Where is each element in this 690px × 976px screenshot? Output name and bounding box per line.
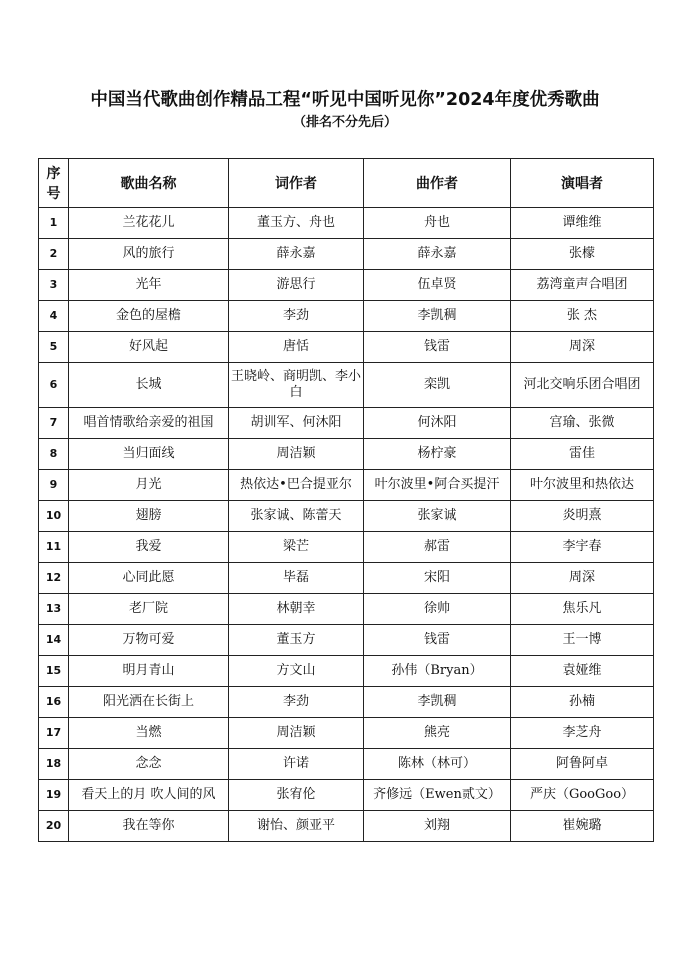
row-number: 13	[39, 594, 69, 625]
song-title: 阳光洒在长街上	[69, 687, 229, 718]
table-row	[39, 332, 654, 363]
performer: 王一博	[511, 625, 654, 656]
performer: 阿鲁阿卓	[511, 749, 654, 780]
performer: 袁娅维	[511, 656, 654, 687]
song-title: 老厂院	[69, 594, 229, 625]
composer: 伍卓贤	[364, 270, 511, 301]
lyricist: 梁芒	[229, 532, 364, 563]
lyricist: 许诺	[229, 749, 364, 780]
performer: 荔湾童声合唱团	[511, 270, 654, 301]
performer: 宫瑜、张微	[511, 408, 654, 439]
composer: 薛永嘉	[364, 239, 511, 270]
composer: 徐帅	[364, 594, 511, 625]
row-number: 15	[39, 656, 69, 687]
performer: 炎明熹	[511, 501, 654, 532]
table-row	[39, 625, 654, 656]
song-table	[38, 158, 654, 842]
performer: 谭维维	[511, 208, 654, 239]
header-composer: 曲作者	[364, 159, 511, 208]
table-row	[39, 439, 654, 470]
table-row	[39, 811, 654, 842]
table-row	[39, 532, 654, 563]
row-number: 16	[39, 687, 69, 718]
row-number: 3	[39, 270, 69, 301]
song-title: 我爱	[69, 532, 229, 563]
lyricist: 董玉方、舟也	[229, 208, 364, 239]
performer: 李芝舟	[511, 718, 654, 749]
lyricist: 王晓岭、商明凯、李小白	[229, 363, 364, 408]
row-number: 14	[39, 625, 69, 656]
row-number: 8	[39, 439, 69, 470]
header-lyricist: 词作者	[229, 159, 364, 208]
composer: 钱雷	[364, 625, 511, 656]
row-number: 9	[39, 470, 69, 501]
table-row	[39, 270, 654, 301]
table-row	[39, 301, 654, 332]
performer: 雷佳	[511, 439, 654, 470]
song-title: 念念	[69, 749, 229, 780]
row-number: 7	[39, 408, 69, 439]
table-row	[39, 718, 654, 749]
song-title: 万物可爱	[69, 625, 229, 656]
song-title: 心同此愿	[69, 563, 229, 594]
lyricist: 谢怡、颜亚平	[229, 811, 364, 842]
performer: 孙楠	[511, 687, 654, 718]
composer: 熊亮	[364, 718, 511, 749]
row-number: 17	[39, 718, 69, 749]
header-number: 序号	[39, 159, 69, 208]
performer: 张檬	[511, 239, 654, 270]
song-title: 兰花花儿	[69, 208, 229, 239]
table-row	[39, 780, 654, 811]
lyricist: 李劲	[229, 687, 364, 718]
composer: 叶尔波里•阿合买提汗	[364, 470, 511, 501]
song-title: 光年	[69, 270, 229, 301]
song-title: 好风起	[69, 332, 229, 363]
table-row	[39, 594, 654, 625]
table-row	[39, 749, 654, 780]
row-number: 11	[39, 532, 69, 563]
row-number: 10	[39, 501, 69, 532]
row-number: 20	[39, 811, 69, 842]
document-subtitle: （排名不分先后）	[292, 115, 397, 130]
row-number: 18	[39, 749, 69, 780]
composer: 李凯稠	[364, 687, 511, 718]
lyricist: 唐恬	[229, 332, 364, 363]
song-title: 明月青山	[69, 656, 229, 687]
song-title: 月光	[69, 470, 229, 501]
composer: 舟也	[364, 208, 511, 239]
performer: 叶尔波里和热依达	[511, 470, 654, 501]
lyricist: 热依达•巴合提亚尔	[229, 470, 364, 501]
composer: 宋阳	[364, 563, 511, 594]
row-number: 6	[39, 363, 69, 408]
composer: 杨柠豪	[364, 439, 511, 470]
row-number: 19	[39, 780, 69, 811]
table-header-row	[39, 159, 654, 208]
lyricist: 周洁颖	[229, 439, 364, 470]
lyricist: 方文山	[229, 656, 364, 687]
lyricist: 林朝幸	[229, 594, 364, 625]
song-title: 我在等你	[69, 811, 229, 842]
table-row	[39, 239, 654, 270]
row-number: 5	[39, 332, 69, 363]
row-number: 4	[39, 301, 69, 332]
composer: 郝雷	[364, 532, 511, 563]
song-title: 看天上的月 吹人间的风	[69, 780, 229, 811]
document-title: 中国当代歌曲创作精品工程“听见中国听见你”2024年度优秀歌曲	[90, 90, 600, 110]
composer: 齐修远（Ewen贰文）	[364, 780, 511, 811]
table-row	[39, 563, 654, 594]
table-row	[39, 470, 654, 501]
lyricist: 胡训军、何沐阳	[229, 408, 364, 439]
composer: 刘翔	[364, 811, 511, 842]
composer: 栾凯	[364, 363, 511, 408]
performer: 李宇春	[511, 532, 654, 563]
performer: 张 杰	[511, 301, 654, 332]
lyricist: 张家诚、陈蕾天	[229, 501, 364, 532]
lyricist: 董玉方	[229, 625, 364, 656]
performer: 河北交响乐团合唱团	[511, 363, 654, 408]
table-row	[39, 501, 654, 532]
lyricist: 游思行	[229, 270, 364, 301]
composer: 张家诚	[364, 501, 511, 532]
row-number: 2	[39, 239, 69, 270]
song-title: 金色的屋檐	[69, 301, 229, 332]
composer: 何沐阳	[364, 408, 511, 439]
performer: 周深	[511, 563, 654, 594]
table-row	[39, 687, 654, 718]
performer: 周深	[511, 332, 654, 363]
lyricist: 张宥伦	[229, 780, 364, 811]
performer: 严庆（GooGoo）	[511, 780, 654, 811]
row-number: 12	[39, 563, 69, 594]
song-title: 当归面线	[69, 439, 229, 470]
composer: 李凯稠	[364, 301, 511, 332]
performer: 焦乐凡	[511, 594, 654, 625]
header-song-title: 歌曲名称	[69, 159, 229, 208]
lyricist: 李劲	[229, 301, 364, 332]
table-row	[39, 363, 654, 408]
lyricist: 薛永嘉	[229, 239, 364, 270]
lyricist: 毕磊	[229, 563, 364, 594]
header-performer: 演唱者	[511, 159, 654, 208]
composer: 钱雷	[364, 332, 511, 363]
composer: 陈林（林可）	[364, 749, 511, 780]
composer: 孙伟（Bryan）	[364, 656, 511, 687]
song-title: 长城	[69, 363, 229, 408]
song-title: 翅膀	[69, 501, 229, 532]
song-title: 当燃	[69, 718, 229, 749]
row-number: 1	[39, 208, 69, 239]
song-title: 风的旅行	[69, 239, 229, 270]
lyricist: 周洁颖	[229, 718, 364, 749]
table-row	[39, 408, 654, 439]
song-title: 唱首情歌给亲爱的祖国	[69, 408, 229, 439]
table-row	[39, 656, 654, 687]
table-row	[39, 208, 654, 239]
performer: 崔婉璐	[511, 811, 654, 842]
